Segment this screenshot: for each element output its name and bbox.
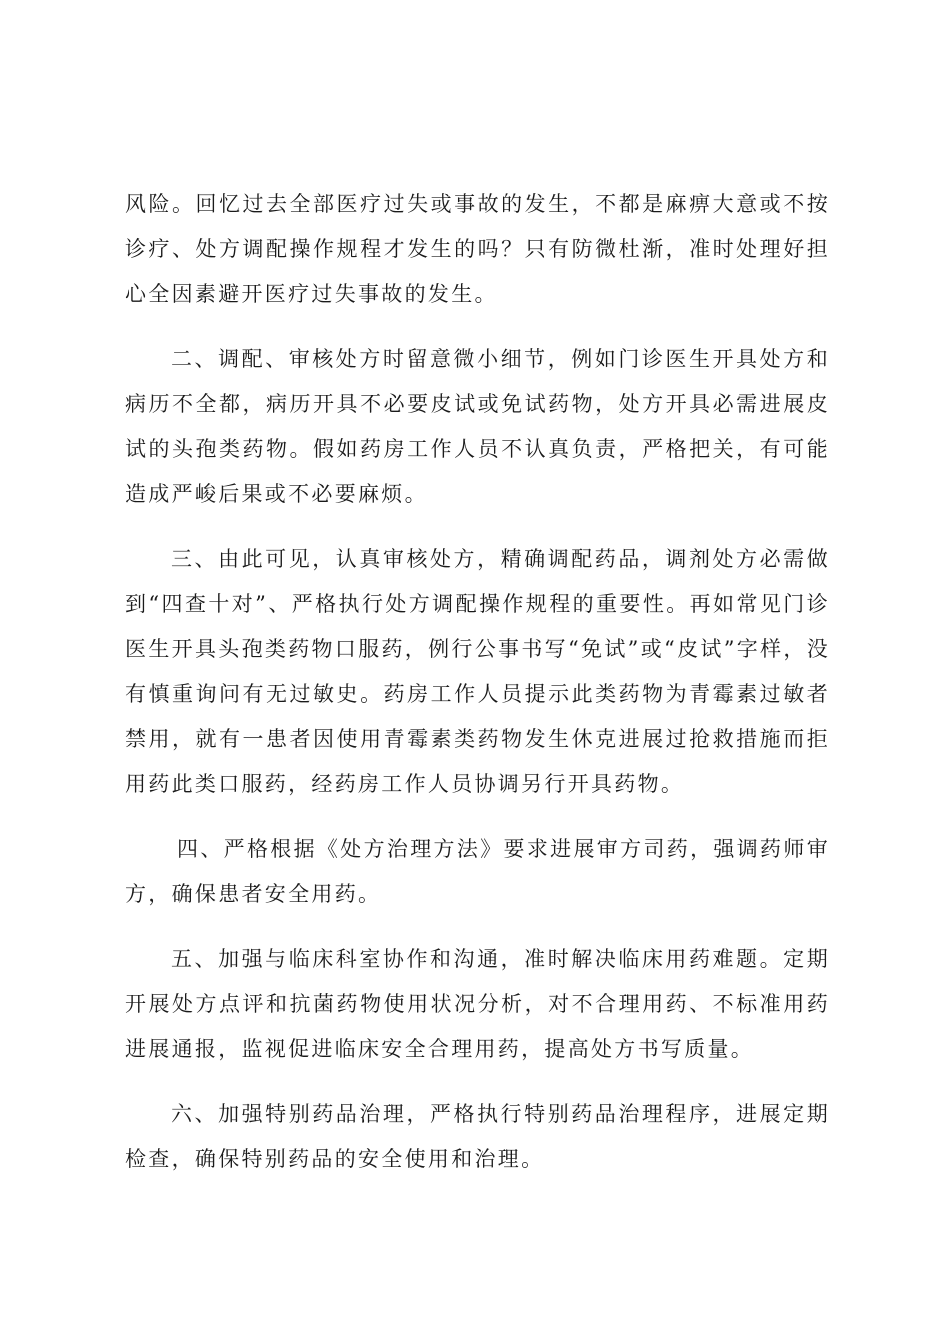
- paragraph-item-4: 四、严格根据《处方治理方法》要求进展审方司药，强调药师审方，确保患者安全用药。: [125, 837, 830, 906]
- paragraph-item-3: 三、由此可见，认真审核处方，精确调配药品，调剂处方必需做到“四查十对”、严格执行处方调配操作规程的重要性。再如常见门诊医生开具头孢类药物口服药，例行公事书写“免试”或“皮试”字样，没有慎重询问有无过敏史。药房工作人员提示此类药物为青霉素过敏者禁用，就有一患者因使用青霉素类药物发生休克进展过抢救措施而拒用药此类口服药，经药房工作人员协调另行开具药物。: [125, 547, 830, 796]
- document-body: [125, 182, 830, 1182]
- paragraph-continuation: 风险。回忆过去全部医疗过失或事故的发生，不都是麻痹大意或不按诊疗、处方调配操作规程才发生的吗？只有防微杜渐，准时处理好担心全因素避开医疗过失事故的发生。: [125, 192, 830, 306]
- paragraph-item-2: 二、调配、审核处方时留意微小细节，例如门诊医生开具处方和病历不全都，病历开具不必要皮试或免试药物，处方开具必需进展皮试的头孢类药物。假如药房工作人员不认真负责，严格把关，有可能造成严峻后果或不必要麻烦。: [125, 347, 830, 506]
- paragraph-item-6: 六、加强特别药品治理，严格执行特别药品治理程序，进展定期检查，确保特别药品的安全使用和治理。: [125, 1102, 830, 1171]
- paragraph-item-5: 五、加强与临床科室协作和沟通，准时解决临床用药难题。定期开展处方点评和抗菌药物使用状况分析，对不合理用药、不标准用药进展通报，监视促进临床安全合理用药，提高处方书写质量。: [125, 947, 830, 1061]
